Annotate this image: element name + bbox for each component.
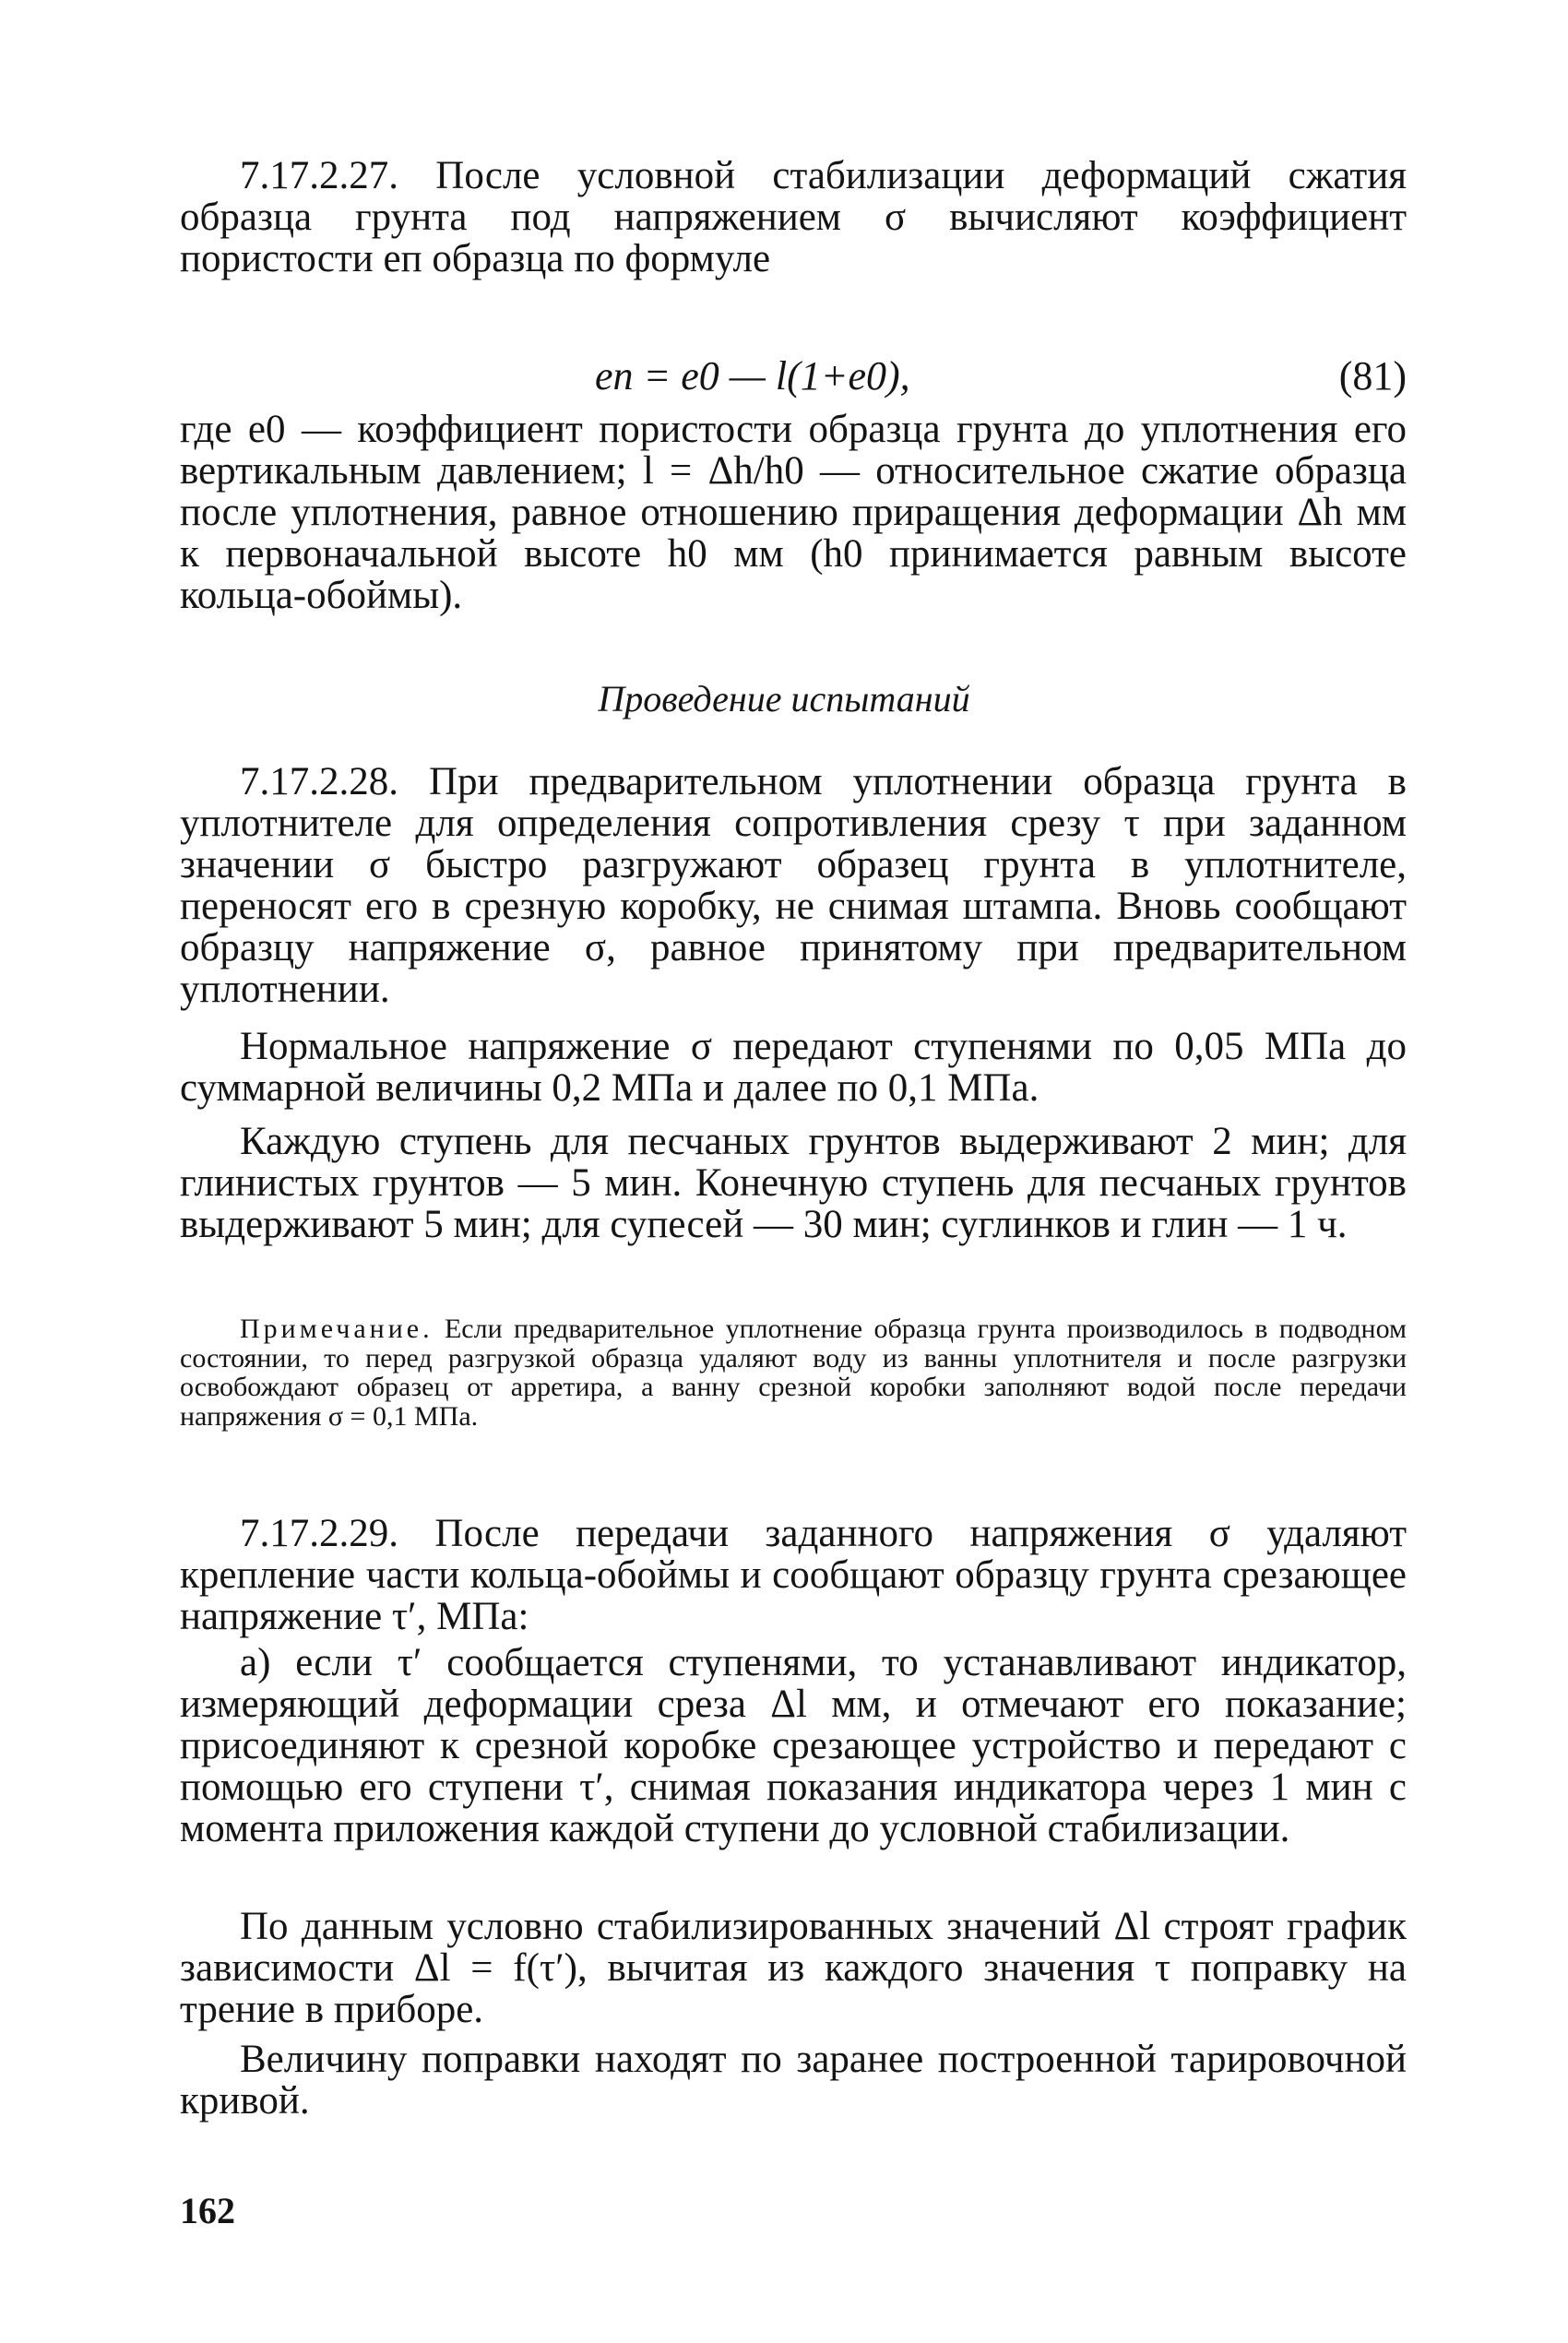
formula-number: (81) — [1338, 353, 1407, 398]
paragraph-normal-stress: Нормальное напряжение σ передают ступенями по 0,05 МПа до суммарной величины 0,2 МПа и далее по 0,1 МПа. — [180, 1025, 1407, 1110]
paragraph-steps: Каждую ступень для песчаных грунтов выдерживают 2 мин; для глинистых грунтов — 5 мин. Конечную ступень для песчаных грунтов выдерживают 5 мин; для супесей — 30 мин; суглинков и глин — 1 ч. — [180, 1120, 1407, 1246]
note-label: Примечание. — [240, 1314, 434, 1344]
paragraph-7-17-2-27: 7.17.2.27. После условной стабилизации деформаций сжатия образца грунта под напряжением σ вычисляют коэффициент пористости eп образца по формуле — [180, 154, 1407, 280]
formula-81: eп = e0 — l(1+e0), — [595, 353, 910, 398]
note — [180, 1314, 1407, 1431]
paragraph-graph: По данным условно стабилизированных значений Δl строят график зависимости Δl = f(τ′), вычитая из каждого значения τ поправку на трение в приборе. — [180, 1905, 1407, 2031]
note-text: Если предварительное уплотнение образца грунта производилось в подводном состоянии, то перед разгрузкой образца удаляют воду из ванны уплотнителя и после разгрузки освобождают образец от арретира, а ванну срезной коробки заполняют водой после передачи напряжения σ = 0,1 МПа. — [180, 1314, 1408, 1432]
paragraph-where: где e0 — коэффициент пористости образца грунта до уплотнения его вертикальным давлением; l = Δh/h0 — относительное сжатие образца после уплотнения, равное отношению приращения деформации Δh мм к первоначальной высоте h0 мм (h0 принимается равным высоте кольца-обоймы). — [180, 408, 1407, 617]
paragraph-7-17-2-28: 7.17.2.28. При предварительном уплотнении образца грунта в уплотнителе для определения сопротивления срезу τ при заданном значении σ быстро разгружают образец грунта в уплотнителе, переносят его в срезную коробку, не снимая штампа. Вновь сообщают образцу напряжение σ, равное принятому при предварительном уплотнении. — [180, 760, 1407, 1011]
section-heading: Проведение испытаний — [598, 678, 970, 720]
page-number: 162 — [180, 2190, 235, 2231]
paragraph-7-17-2-29: 7.17.2.29. После передачи заданного напряжения σ удаляют крепление части кольца-обоймы и сообщают образцу грунта срезающее напряжение τ′, МПа: — [180, 1512, 1407, 1638]
paragraph-correction: Величину поправки находят по заранее построенной тарировочной кривой. — [180, 2038, 1407, 2123]
paragraph-item-a: а) если τ′ сообщается ступенями, то устанавливают индикатор, измеряющий деформации среза Δl мм, и отмечают его показание; присоединяют к срезной коробке срезающее устройство и передают с помощью его ступени τ′, снимая показания индикатора через 1 мин с момента приложения каждой ступени до условной стабилизации. — [180, 1641, 1407, 1850]
